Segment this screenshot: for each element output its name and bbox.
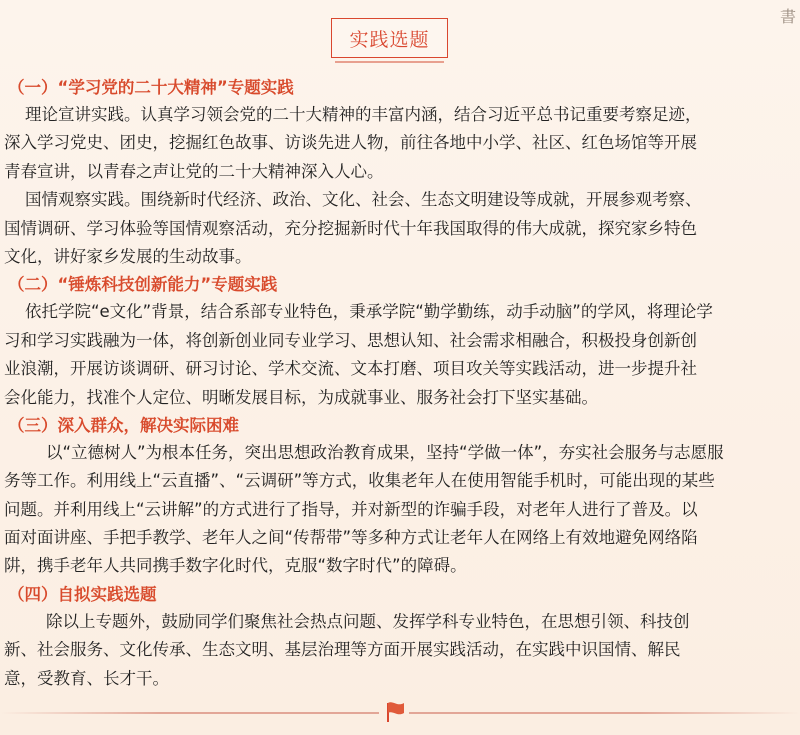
paragraph-line: 青春宣讲，以青春之声让党的二十大精神深入人心。 — [4, 161, 384, 181]
section-heading: （一）“学习党的二十大精神”专题实践 — [8, 78, 294, 97]
flag-icon — [379, 700, 409, 724]
section-paragraph — [0, 439, 800, 581]
paragraph-line: 理论宣讲实践。认真学习领会党的二十大精神的丰富内涵，结合习近平总书记重要考察足迹， — [4, 105, 702, 124]
section-paragraph — [0, 608, 800, 693]
paragraph-line: 国情观察实践。围绕新时代经济、政治、文化、社会、生态文明建设等成就，开展参观考察、 — [4, 190, 702, 210]
paragraph-line: 阱，携手老年人共同携手数字化时代，克服“数字时代”的障碍。 — [4, 556, 467, 576]
paragraph-line: 深入学习党史、团史，挖掘红色故事、访谈先进人物，前往各地中小学、社区、红色场馆等开展 — [4, 133, 697, 153]
paragraph-line: 问题。并利用线上“云讲解”的方式进行了指导，并对新型的诈骗手段，对老年人进行了普及。以 — [4, 499, 698, 519]
section-paragraph — [0, 298, 800, 412]
paragraph-line: 习和学习实践融为一体，将创新创业同专业学习、思想认知、社会需求相融合，积极投身创新创 — [4, 330, 697, 350]
paragraph-line: 业浪潮，开展访谈调研、研习讨论、学术交流、文本打磨、项目攻关等实践活动，进一步提升社 — [4, 359, 697, 379]
paragraph-line: 国情调研、学习体验等国情观察活动，充分挖掘新时代十年我国取得的伟大成就，探究家乡特色 — [4, 218, 697, 238]
section-paragraph — [0, 186, 800, 271]
paragraph-line: 新、社会服务、文化传承、生态文明、基层治理等方面开展实践活动，在实践中识国情、解民 — [4, 640, 681, 660]
section-heading: （三）深入群众，解决实际困难 — [8, 415, 239, 435]
paragraph-line: 会化能力，找准个人定位、明晰发展目标，为成就事业、服务社会打下坚实基础。 — [4, 387, 598, 407]
paragraph-line: 除以上专题外，鼓励同学们聚焦社会热点问题、发挥学科专业特色，在思想引领、科技创 — [4, 611, 690, 631]
paragraph-line: 意，受教育、长才干。 — [4, 668, 169, 688]
page-title: 实践选题 — [349, 28, 430, 51]
section-paragraph — [0, 101, 800, 186]
document-content — [0, 74, 800, 693]
corner-mark: 書 — [779, 7, 796, 26]
paragraph-line: 文化，讲好家乡发展的生动故事。 — [4, 246, 252, 266]
section-heading: （四）自拟实践选题 — [8, 584, 157, 604]
paragraph-line: 务等工作。利用线上“云直播”、“云调研”等方式，收集老年人在使用智能手机时，可能出现的某些 — [4, 471, 715, 491]
paragraph-line: 面对面讲座、手把手教学、老年人之间“传帮带”等多种方式让老年人在网络上有效地避免网络陷 — [4, 528, 698, 548]
paragraph-line: 依托学院“e文化”背景，结合系部专业特色，秉承学院“勤学勤练，动手动脑”的学风，将理论学 — [4, 302, 713, 322]
paragraph-line: 以“立德树人”为根本任务，突出思想政治教育成果，坚持“学做一体”，夯实社会服务与志愿服 — [4, 442, 724, 462]
title-box — [331, 18, 448, 58]
section-heading: （二）“锤炼科技创新能力”专题实践 — [8, 275, 278, 295]
